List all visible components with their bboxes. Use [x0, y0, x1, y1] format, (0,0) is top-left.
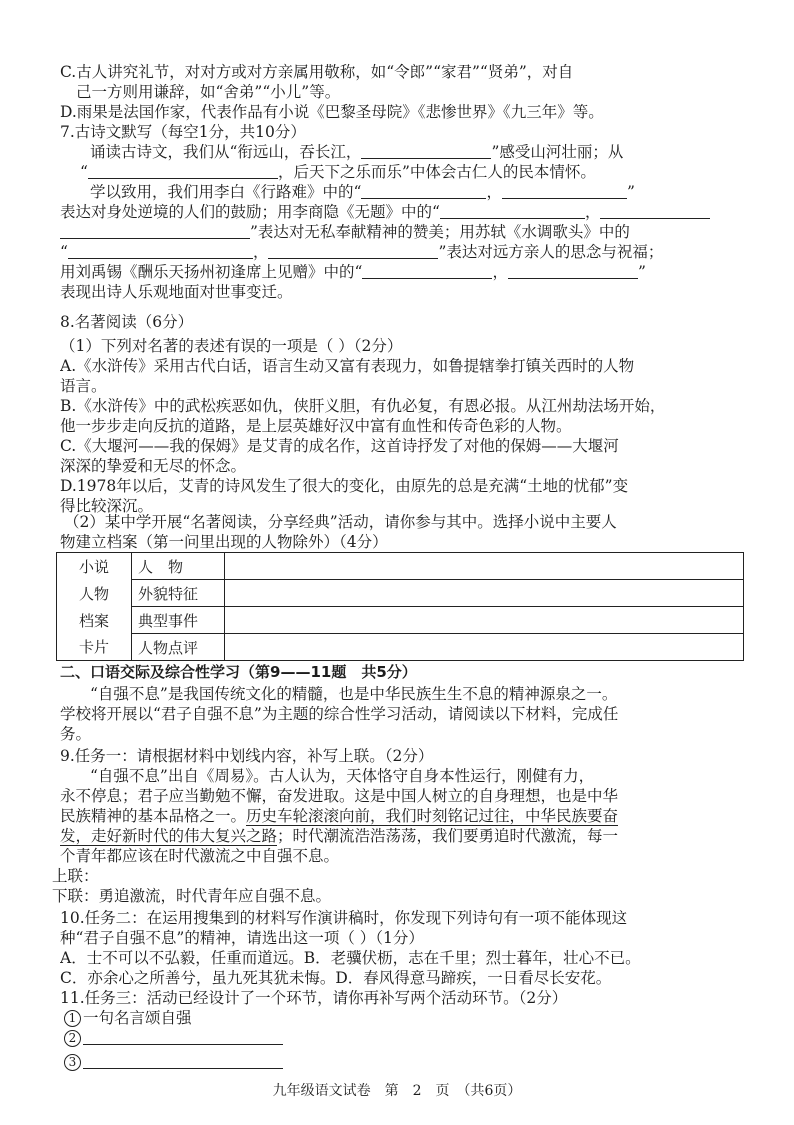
text-line: （2）某中学开展“名著阅读，分享经典”活动，请你参与其中。选择小说中主要人	[64, 513, 617, 531]
option-c: C.《大堰河——我的保姆》是艾青的成名作，这首诗抒发了对他的保姆——大堰河	[60, 437, 619, 455]
text-line: “自强不息”出自《周易》。古人认为，天体恪守自身本性运行，刚健有力，	[90, 767, 595, 785]
page-footer: 九年级语文试卷 第 2 页 （共6页）	[272, 1083, 522, 1099]
question-title: 9.任务一：请根据材料中划线内容，补写上联。（2分）	[60, 747, 434, 765]
answer-blank[interactable]	[600, 204, 710, 219]
text-line: 物建立档案（第一问里出现的人物除外）（4分）	[60, 533, 388, 551]
option-line: A．士不可以不弘毅，任重而道远。B．老骥伏枥，志在千里；烈士暮年，壮心不已。	[60, 949, 641, 967]
answer-blank[interactable]	[502, 184, 627, 199]
text-line: 深深的挚爱和无尽的怀念。	[60, 457, 247, 475]
option-line: C．亦余心之所善兮，虽九死其犹未悔。D．春风得意马蹄疾，一日看尽长安花。	[60, 969, 612, 987]
question-title: 7.古诗文默写（每空1分，共10分）	[60, 123, 306, 141]
answer-blank[interactable]	[268, 244, 438, 259]
text-span: “	[60, 243, 68, 261]
card-field-input[interactable]	[225, 634, 744, 661]
text-line	[60, 262, 740, 282]
text-line: “自强不息”是我国传统文化的精髓，也是中华民族生生不息的精神源泉之一。	[90, 685, 618, 703]
text-line: 种“君子自强不息”的精神，请选出这一项（ ）（1分）	[60, 929, 424, 947]
text-line	[90, 182, 740, 202]
text-span: ”表达对远方亲人的思念与祝福；	[438, 243, 664, 261]
card-field-input[interactable]	[225, 553, 744, 580]
text-line	[60, 222, 740, 242]
character-card-table	[56, 552, 744, 661]
answer-blank[interactable]	[88, 164, 278, 179]
text-span: ，	[252, 243, 269, 261]
text-span: “	[80, 163, 88, 181]
number-circle: 2	[64, 1030, 81, 1047]
text-line	[60, 242, 740, 262]
text-line: 他一步步走向反抗的道路，是上层英雄好汉中富有血性和传奇色彩的人物。	[60, 417, 572, 435]
underlined-text: 历史车轮滚滚向前，我们时刻铭记过往，中华民族要奋	[246, 807, 619, 825]
text-line: 表现出诗人乐观地面对世事变迁。	[60, 283, 293, 301]
xialian-text: 下联：勇追激流，时代青年应自强不息。	[52, 887, 332, 905]
answer-blank[interactable]	[60, 224, 250, 239]
answer-blank[interactable]	[440, 204, 585, 219]
text-span: ”	[626, 183, 635, 201]
card-side-label: 小说	[57, 553, 132, 580]
text-span: 一句名言颂自强	[83, 1009, 192, 1027]
answer-blank[interactable]	[83, 1030, 283, 1045]
card-field-label: 人物点评	[132, 634, 225, 661]
card-field-label: 典型事件	[132, 607, 225, 634]
text-span: 表达对身处逆境的人们的鼓励；用李商隐《无题》中的“	[60, 203, 440, 221]
card-field-label: 外貌特征	[132, 580, 225, 607]
text-line: 学校将开展以“君子自强不息”为主题的综合性学习活动，请阅读以下材料，完成任	[60, 705, 619, 723]
question-title: 11.任务三：活动已经设计了一个环节，请你再补写两个活动环节。（2分）	[60, 989, 568, 1007]
number-circle: 3	[64, 1054, 81, 1071]
card-side-label: 卡片	[57, 634, 132, 661]
answer-blank[interactable]	[83, 1054, 283, 1069]
text-span: ”感受山河壮丽；从	[491, 143, 624, 161]
answer-blank[interactable]	[361, 184, 486, 199]
text-span: ，	[584, 203, 601, 221]
text-line: 个青年都应该在时代激流之中自强不息。	[60, 847, 340, 865]
answer-blank[interactable]	[508, 264, 638, 279]
activity-item	[64, 1052, 744, 1072]
section-heading: 二、口语交际及综合性学习（第9——11题 共5分）	[60, 663, 417, 681]
shanglian-label: 上联：	[52, 867, 99, 885]
answer-blank[interactable]	[68, 244, 253, 259]
underlined-text: 发，走好新时代的伟大复兴之路	[60, 827, 278, 845]
answer-blank[interactable]	[362, 264, 492, 279]
text-line	[60, 806, 740, 826]
answer-blank[interactable]	[361, 144, 491, 159]
text-line: 务。	[60, 725, 92, 743]
text-line: 语言。	[60, 377, 107, 395]
text-span: 民族精神的基本品格之一。	[60, 807, 247, 825]
text-span: 用刘禹锡《酬乐天扬州初逢席上见赠》中的“	[60, 263, 363, 281]
number-circle: 1	[64, 1010, 81, 1027]
card-field-input[interactable]	[225, 580, 744, 607]
text-span: ，	[492, 263, 508, 281]
text-line	[60, 826, 740, 846]
card-side-label: 档案	[57, 607, 132, 634]
text-span: ；时代潮流浩浩荡荡，我们要勇追时代激流，每一	[277, 827, 619, 845]
text-span: 学以致用，我们用李白《行路难》中的“	[90, 183, 362, 201]
text-line: D.雨果是法国作家，代表作品有小说《巴黎圣母院》《悲惨世界》《九三年》等。	[60, 103, 604, 121]
text-span: ”表达对无私奉献精神的赞美；用苏轼《水调歌头》中的	[250, 223, 630, 241]
text-span: ”	[637, 263, 646, 281]
text-line: 己一方则用谦辞，如“舍弟”“小儿”等。	[76, 83, 341, 101]
question-title: 8.名著阅读（6分）	[60, 313, 194, 331]
text-span: 诵读古诗文，我们从“衔远山，吞长江，	[90, 143, 362, 161]
text-line: （1）下列对名著的表述有误的一项是（ ）（2分）	[60, 337, 403, 355]
activity-item	[64, 1028, 744, 1048]
text-line	[60, 202, 740, 222]
activity-item	[64, 1008, 744, 1028]
card-field-label: 人 物	[132, 553, 225, 580]
text-line	[90, 142, 740, 162]
text-line: C.古人讲究礼节，对对方或对方亲属用敬称，如“令郎”“家君”“贤弟”，对自	[60, 63, 574, 81]
card-field-input[interactable]	[225, 607, 744, 634]
text-line: 永不停息；君子应当勤勉不懈，奋发进取。这是中国人树立的自身理想，也是中华	[60, 787, 619, 805]
card-side-label: 人物	[57, 580, 132, 607]
text-span: ，	[486, 183, 502, 201]
option-b: B.《水浒传》中的武松疾恶如仇，侠肝义胆，有仇必复，有恩必报。从江州劫法场开始，	[60, 397, 666, 415]
text-line: 得比较深沉。	[60, 497, 154, 515]
option-d: D.1978年以后，艾青的诗风发生了很大的变化，由原先的总是充满“土地的忧郁”变	[60, 477, 629, 495]
text-span: ，后天下之乐而乐”中体会古仁人的民本情怀。	[277, 163, 596, 181]
option-a: A.《水浒传》采用古代白话，语言生动又富有表现力，如鲁提辖拳打镇关西时的人物	[60, 357, 635, 375]
text-line	[80, 162, 760, 182]
question-title: 10.任务二：在运用搜集到的材料写作演讲稿时，你发现下列诗句有一项不能体现这	[60, 909, 628, 927]
